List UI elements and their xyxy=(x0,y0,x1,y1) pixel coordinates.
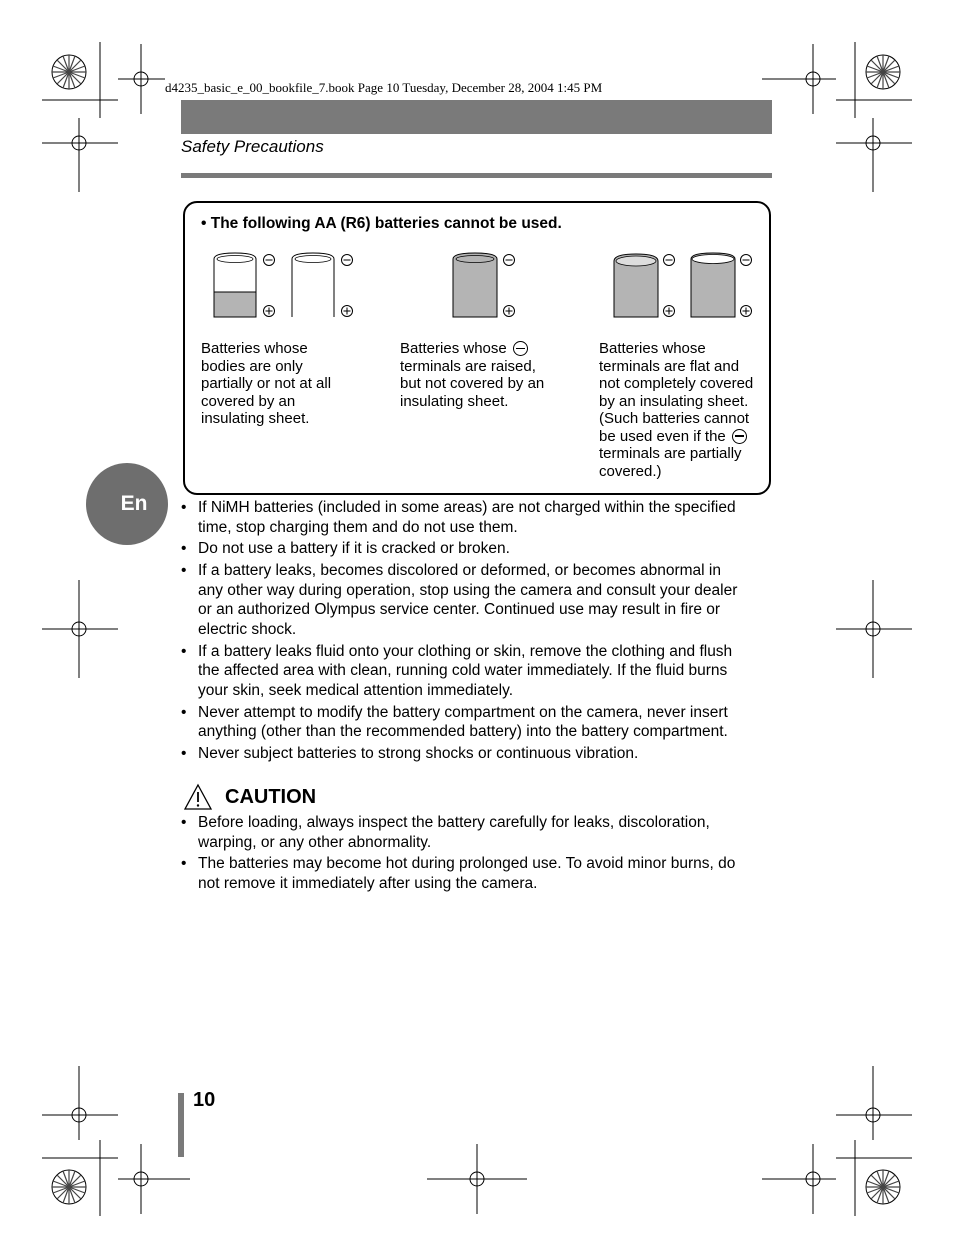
battery-uncovered-icon xyxy=(292,253,353,317)
list-item: • The batteries may become hot during prolonged use. To avoid minor burns, do not remove it immediately after using the camera. xyxy=(181,854,781,893)
caution-title: CAUTION xyxy=(225,785,317,808)
list-item: • If NiMH batteries (included in some areas) are not charged within the specified time, stop charging them and do not use them. xyxy=(181,498,781,537)
battery-caption-3: Batteries whose terminals are flat and not completely covered by an insulating sheet. (Such batteries cannot be used even if the terminals are partially covered.) xyxy=(599,340,754,480)
header-rule xyxy=(181,173,772,178)
list-item: • If a battery leaks, becomes discolored or deformed, or becomes abnormal in any other way during operation, stop using the camera and consult your dealer or an authorized Olympus service center. Continued use may result in fire or electric shock. xyxy=(181,561,781,639)
battery-warning-box xyxy=(183,201,771,495)
minus-terminal-icon xyxy=(513,341,528,356)
language-tab: En xyxy=(86,463,168,545)
section-title: Safety Precautions xyxy=(181,137,324,156)
minus-terminal-icon xyxy=(732,429,747,444)
battery-flat-terminal-icon xyxy=(614,254,675,317)
list-item: • Do not use a battery if it is cracked or broken. xyxy=(181,539,781,559)
list-item: • Never subject batteries to strong shocks or continuous vibration. xyxy=(181,744,781,764)
page-number-bar xyxy=(178,1093,184,1157)
list-item: • If a battery leaks fluid onto your clothing or skin, remove the clothing and flush the affected area with clean, running cold water immediately. If the fluid burns your skin, seek medical attention immediately. xyxy=(181,642,781,701)
header-bar xyxy=(181,100,772,134)
page-number: 10 xyxy=(193,1089,216,1111)
battery-warnings-list xyxy=(181,498,781,766)
battery-caption-1: Batteries whose bodies are only partially or not at all covered by an insulating sheet. xyxy=(201,340,332,427)
battery-raised-terminal-icon xyxy=(453,253,515,317)
battery-flat-terminal-partial-icon xyxy=(691,253,752,317)
battery-partially-covered-icon xyxy=(214,253,275,317)
list-item: • Before loading, always inspect the battery carefully for leaks, discoloration, warping, or any other abnormality. xyxy=(181,813,781,852)
print-slug-line: d4235_basic_e_00_bookfile_7.book Page 10 Tuesday, December 28, 2004 1:45 PM xyxy=(165,80,603,95)
battery-caption-2: Batteries whose terminals are raised, but not covered by an insulating sheet. xyxy=(400,340,545,410)
list-item: • Never attempt to modify the battery compartment on the camera, never insert anything (other than the recommended battery) into the battery compartment. xyxy=(181,703,781,742)
battery-box-heading: • The following AA (R6) batteries cannot be used. xyxy=(201,215,562,232)
caution-heading xyxy=(183,782,316,812)
warning-triangle-icon xyxy=(183,783,213,811)
battery-illustrations xyxy=(185,203,769,333)
caution-list xyxy=(181,813,781,896)
